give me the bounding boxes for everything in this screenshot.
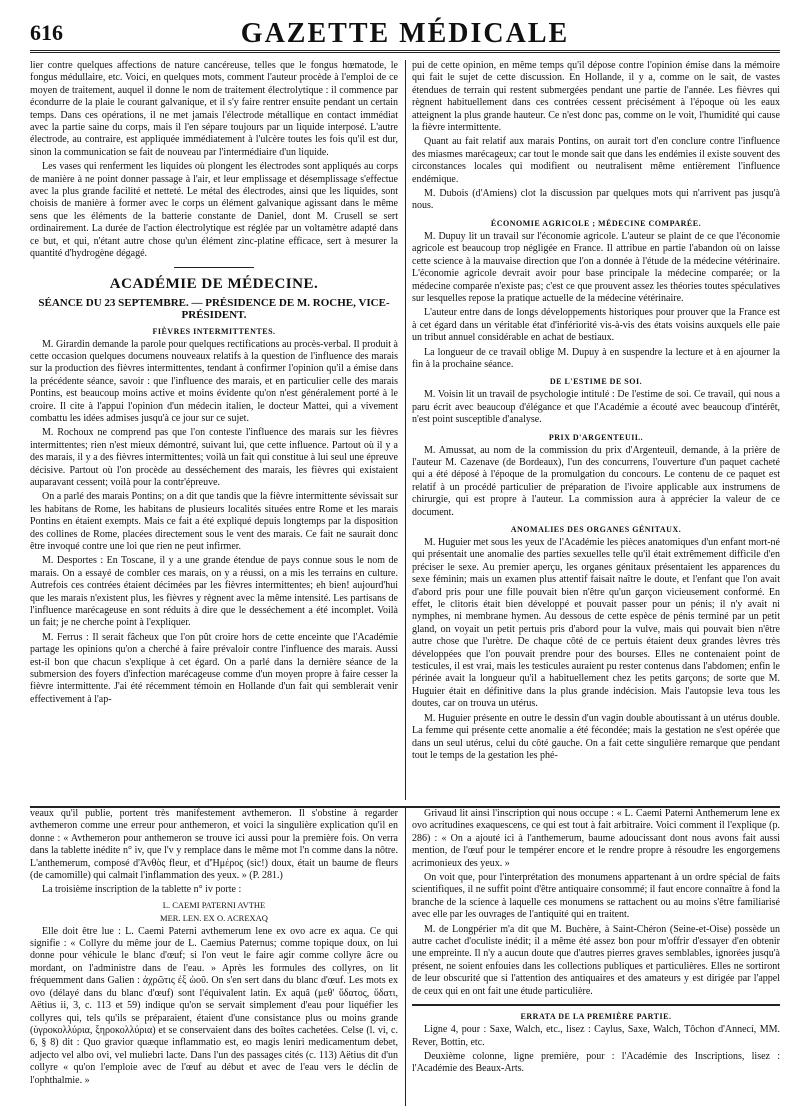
paragraph: M. Rochoux ne comprend pas que l'on conteste l'influence des marais sur les fièvres intermittentes; rien n'est mieux démontré, suivant lui, que cette influence. Partout où il y a des marais, il y a des fièvres intermittentes; voilà un fait qui constitue à lui seul une épreuve décisive. Partout où l'on procède au desséchement des marais, les fièvres qui existaient auparavant cessent; voilà pour la contr'épreuve. <box>30 427 398 488</box>
column-divider <box>405 808 406 1106</box>
inscription-line: MER. LEN. EX O. ACREXAQ <box>160 913 268 924</box>
lower-right-column <box>412 808 780 1106</box>
errata-heading: ERRATA DE LA PREMIÈRE PARTIE. <box>520 1012 672 1022</box>
lower-left-column <box>30 808 398 1106</box>
inscription-line: L. CAEMI PATERNI AVTHE <box>162 899 266 910</box>
paragraph: M. Huguier présente en outre le dessin d'un vagin double aboutissant à un utérus double. La femme qui présente cette anomalie a été fécondée; mais la gestation ne s'est opérée que dans un seul utérus, celui du côté gauche. On a fait cette singulière remarque que pendant tout le temps de la gestation les phé- <box>412 712 780 761</box>
upper-columns <box>30 60 780 800</box>
subheading-economie: ÉCONOMIE AGRICOLE ; MÉDECINE COMPARÉE. <box>490 218 702 228</box>
paragraph: veaux qu'il publie, portent très manifestement avthemeron. Il s'obstine à regarder avthemeron comme une erreur pour anthemeron, et voici la singulière explication qu'il en donne : « Avthemeron pour anthemeron se trouve ici aussi pour la première fois. On verra dans la tablette inédite n° iv, que l'v y remplace dans le même mot l'n comme dans la nôtre. L'anthemerum, composé d'Ἀνθὸς fleur, et d'Ἡμέρος (sic!) doux, était un baume de fleurs (de camomille) qui calmait l'inflammation des yeux. » (P. 281.) <box>30 808 398 882</box>
lower-columns <box>30 806 780 1106</box>
upper-left-column <box>30 60 398 800</box>
paragraph: M. de Longpérier m'a dit que M. Buchère, à Saint-Chéron (Seine-et-Oise) possède un autre cachet d'oculiste inédit; il a même été assez bon pour m'offrir d'essayer d'en obtenir une empreinte. Il n'y a aucun doute que d'autres pierres graves semblables, ignorées jusqu'à présent, ne soient enfouies dans les collections publiques et particulières. Elles ne sortiront de leur obscurité que si l'attention des antiquaires et des amateurs y est dirigée par l'appel de ceux qui en ont fait une étude particulière. <box>412 923 780 997</box>
paragraph: On a parlé des marais Pontins; on a dit que tandis que la fièvre intermittente sévissait sur les habitans de Rome, les habitans de plusieurs localités situées entre Rome et les marais Pontins en étaient exempts. Mais ce fait a été expliqué depuis longtemps par la disposition des collines de Rome, placées directement sous le vent des marais. Ce fait ne saurait donc être invoqué contre une loi que rien ne peut infirmer. <box>30 491 398 552</box>
paragraph: Les vases qui renferment les liquides où plongent les électrodes sont appliqués au corps de manière à ne point donner passage à l'air, et leur emplissage et désemplissage s'effectue avec la plus grande facilité et netteté. Le métal des électrodes, ainsi que les liquides, sont choisis de manière à former avec le corps un élément galvanique agissant dans le même sens que les éléments de la batterie constante de Daniel, dont M. Crusell se sert ordinairement. La durée de l'action électrolytique est réglée par un voltamètre adapté dans ce but, et qui, n'étant autre chose qu'un élément zinc-platine efficace, sert à mesurer la quantité d'hydrogène dégagé. <box>30 161 398 260</box>
paragraph: Grivaud lit ainsi l'inscription qui nous occupe : « L. Caemi Paterni Anthemerum lene ex ovo acritudines exaquescens, ce qui est tout à fait arbitraire. Voici comment il l'explique (p. 286) : « On a ajouté ici à l'anthemerum, baume adoucissant dont nous avons fait aussi mention, de l'œuf pour le tempérer encore et le rendre propre à résoudre les engorgemens acrimonieux des yeux. » <box>412 808 780 869</box>
errata-line: Ligne 4, pour : Saxe, Walch, etc., lisez : Caylus, Saxe, Walch, Tôchon d'Annecí, MM. Rever, Bottin, etc. <box>412 1024 780 1048</box>
paragraph: M. Voisin lit un travail de psychologie intitulé : De l'estime de soi. Ce travail, qui nous a paru écrit avec beaucoup d'élégance et que l'Académie a écouté avec beaucoup d'intérêt, n'est point susceptible d'analyse. <box>412 389 780 426</box>
paragraph: M. Ferrus : Il serait fâcheux que l'on pût croire hors de cette enceinte que l'Académie partage les opinions qu'on a cherché à faire prévaloir contre l'influence des marais. Aussi est-il bon que chacun s'explique à cet égard. On a parlé dans la dernière séance de la submersion des foyers d'infection marécageuse comme d'un moyen propre à faire cesser la fièvre intermittente. J'ai été récemment témoin en Hollande d'un fait qui semblerait venir effectivement à l'ap- <box>30 631 398 705</box>
paragraph: M. Dupuy lit un travail sur l'économie agricole. L'auteur se plaint de ce que l'économie agricole est beaucoup trop négligée en France. Il attribue en partie l'abandon où on laisse cette science à la mauvaise direction que l'on a donnée à l'étude de la médecine vétérinaire. L'économie agricole devrait avoir pour base principale la médecine comparée; or la médecine comparée n'existe pas; c'est ce que prouvent assez les théories toutes spéculatives sur lesquelles repose la pratique actuelle de la médecine vétérinaire. <box>412 230 780 304</box>
subheading-prix: PRIX D'ARGENTEUIL. <box>548 432 644 442</box>
paragraph: lier contre quelques affections de nature cancéreuse, telles que le fongus hœmatode, le fongus médullaire, etc. Voici, en quelques mots, comment l'auteur procède à l'emploi de ce moyen de traitement, auquel il donne le nom de traitement électrolytique : il commence par écondurre de la plaie le courant galvanique, et il s'y faire rentrer ensuite pendant un certain temps. Dans ces opérations, il ne met jamais l'électrode métallique en contact immédiat avec la partie saine du corps, mais il l'en sépare toujours par un liquide interposé. L'autre électrode, au contraire, est appliquée immédiatement à l'ulcère toutes les fois qu'il est dur, sinon la communication se fait de nouveau par l'intermédiaire d'un liquide. <box>30 60 398 158</box>
paragraph: L'auteur entre dans de longs développements historiques pour prouver que la France est à cet égard dans un véritable état d'infériorité vis-à-vis des états voisins auxquels elle paie un tribut annuel considérable en achat de bestiaux. <box>412 307 780 344</box>
paragraph: La longueur de ce travail oblige M. Dupuy à en suspendre la lecture et à en ajourner la fin à la prochaine séance. <box>412 346 780 370</box>
paragraph: M. Desportes : En Toscane, il y a une grande étendue de pays connue sous le nom de marais. On a essayé de combler ces marais, on y a réussi, on a mis les terrains en culture. Autrefois ces contrées étaient décimées par les fièvres intermittentes; eh bien! aujourd'hui que les marais n'existent plus, les fièvres y règnent avec la même intensité. Les partisans de l'influence marécageuse en sont réduits à dire que le desséchement a été incomplet. Voilà un fait; je ne cherche point à l'expliquer. <box>30 555 398 629</box>
subheading-anomalies: ANOMALIES DES ORGANES GÉNITAUX. <box>510 525 682 534</box>
paragraph: Quant au fait relatif aux marais Pontins, on aurait tort d'en conclure contre l'influence des miasmes marécageux; car tout le monde sait que dans les endémies il existe souvent des circonstances locales qui modifient ou neutralisent même entièrement l'influence endémique. <box>412 136 780 185</box>
errata-line: Deuxième colonne, ligne première, pour : l'Académie des Inscriptions, lisez : l'Académie des Beaux-Arts. <box>412 1050 780 1075</box>
paragraph: La troisième inscription de la tablette n° iv porte : <box>42 884 242 896</box>
paragraph: M. Huguier met sous les yeux de l'Académie les pièces anatomiques d'un enfant mort-né qui présentait une anomalie des parties sexuelles telle qu'il était extrêmement difficile d'en préciser le sexe. Au premier aperçu, les organes génitaux présentaient les apparences du sexe féminin; mais un examen plus attentif faisait naître le doute, et l'enfant que l'on avait d'abord pris pour une fille pouvait bien n'être qu'un garçon vicieusement conformé. En effet, le clitoris était bien développé et pouvait passer pour un pénis; il n'y avait ni nymphes, ni membrane hymen. Au dessous de cette espèce de pénis terminé par un petit gland, on voyait un petit pertuis pris d'abord pour la vulve, mais qui pouvait bien n'être autre chose que l'urètre. De chaque côté de ce pertuis étaient deux grandes lèvres très développées que l'on pouvait prendre pour des bourses. Elles ne contenaient point de testicules, il est vrai, mais les testicules auraient pu rester contenus dans l'abdomen; enfin le périnée avait la longueur qu'il a habituellement chez les petits garçons; de sorte que M. Huguier était en définitive dans la plus grande indécision. Mais l'autopsie leva tous les doutes, car on trouva un utérus. <box>412 537 780 710</box>
subheading-estime: DE L'ESTIME DE SOI. <box>549 377 643 387</box>
paragraph: M. Girardin demande la parole pour quelques rectifications au procès-verbal. Il produit à cette occasion quelques documens nouveaux relatifs à la question de l'influence des marais sur la production des fièvres intermittentes, tendant à confirmer l'opinion qu'il a émise dans la précédente séance, savoir : que l'influence des marais, et en particulier celle des marais Pontins, est beaucoup moins active et moins évidente qu'on n'est généralement porté à le croire. Il cite à l'appui l'opinion d'un médecin italien, le docteur Mattei, qui a vivement combattu les idées admises jusqu'à ce jour sur ce sujet. <box>30 338 398 424</box>
page-number: 616 <box>30 20 63 45</box>
section-title-academie: ACADÉMIE DE MÉDECINE. <box>109 275 319 292</box>
header-rule <box>30 50 780 53</box>
paragraph: On voit que, pour l'interprétation des monumens appartenant à un ordre spécial de faits scientifiques, il ne suffit point d'être antiquaire consommé; il faut encore connaître à fond la branche de la science à laquelle ces monumens se rattachent ou au moins s'être familiarisé avec elle par les ouvrages de l'antiquité qui en traitent. <box>412 872 780 921</box>
journal-title: GAZETTE MÉDICALE <box>240 18 570 49</box>
subheading-fievres: FIÈVRES INTERMITTENTES. <box>152 326 276 336</box>
separator <box>174 267 254 268</box>
seance-heading: SÉANCE DU 23 SEPTEMBRE. — PRÉSIDENCE DE M. ROCHE, VICE-PRÉSIDENT. <box>38 296 390 321</box>
paragraph: pui de cette opinion, en même temps qu'il dépose contre l'opinion émise dans la mémoire qui fait le sujet de cette discussion. En Hollande, il y a, comme on le sait, de vastes étendues de terrain qui restent submergées pendant une partie de l'année. Les fièvres qui règnent habituellement dans ces contrées cessent précisément à l'époque où les eaux atteignent la plus grande hauteur. Ce n'est donc pas, comme on le voit, l'humidité qui cause la fièvre intermittente. <box>412 60 780 134</box>
column-divider <box>405 60 406 800</box>
separator <box>412 1004 780 1006</box>
upper-right-column <box>412 60 780 800</box>
paragraph: Elle doit être lue : L. Caemi Paterni avthemerum lene ex ovo acre ex aqua. Ce qui signifie : « Collyre du même jour de L. Caemius Paternus; comme topique doux, on lui donne pour véhicule le blanc d'œuf; si l'on veut le faire agir comme collyre âcre ou mordant, on l'administre dans de l'eau. » Après les formules des collyres, on lit fréquemment dans Galien : ἀχρῶτις ἐξ ὠοῦ. On s'en sert dans du blanc d'œuf. Les mots ex ovo (délayé dans du blanc d'œuf) sont l'équivalent latin. Ex aquâ (μεθ' ὕδατος, ὕδατι, Aëtius ii, 3, c. 113 et 59) indique qu'on se servait simplement d'eau pour liquéfier les collyres qui, tels qu'ils se préparaient, étaient d'une consistance plus ou moins grande (ὑγροκολλύρια, ξηροκολλύρια) et se conservaient dans des boîtes cachetées. Celse (l. vi, c. 6, § 8) dit : Quo gravior quæque inflammatio est, eo magis leniri medicamentum debet, adjecto vel albo ovi, vel muliebri lacte. Dans l'un des passages cités (c. 113) Aëtius dit d'un collyre « qu'on l'emploie avec de l'œuf au début et avec de l'eau vers le déclin de l'ophthalmie. » <box>30 925 398 1086</box>
paragraph: M. Dubois (d'Amiens) clot la discussion par quelques mots qui n'arrivent pas jusqu'à nous. <box>412 188 780 212</box>
paragraph: M. Amussat, au nom de la commission du prix d'Argenteuil, demande, à la prière de l'auteur M. Cazenave (de Bordeaux), l'un des concurrens, l'ouverture d'un paquet cacheté qui a été déposé à l'époque de la promulgation du concours. Le contenu de ce paquet est relatif à un procédé particulier de préparation de l'ivoire applicable aux instrumens de chirurgie, qui est propre à l'auteur. La commission aura à apprécier la valeur de ce document. <box>412 444 780 518</box>
masthead <box>30 16 780 50</box>
